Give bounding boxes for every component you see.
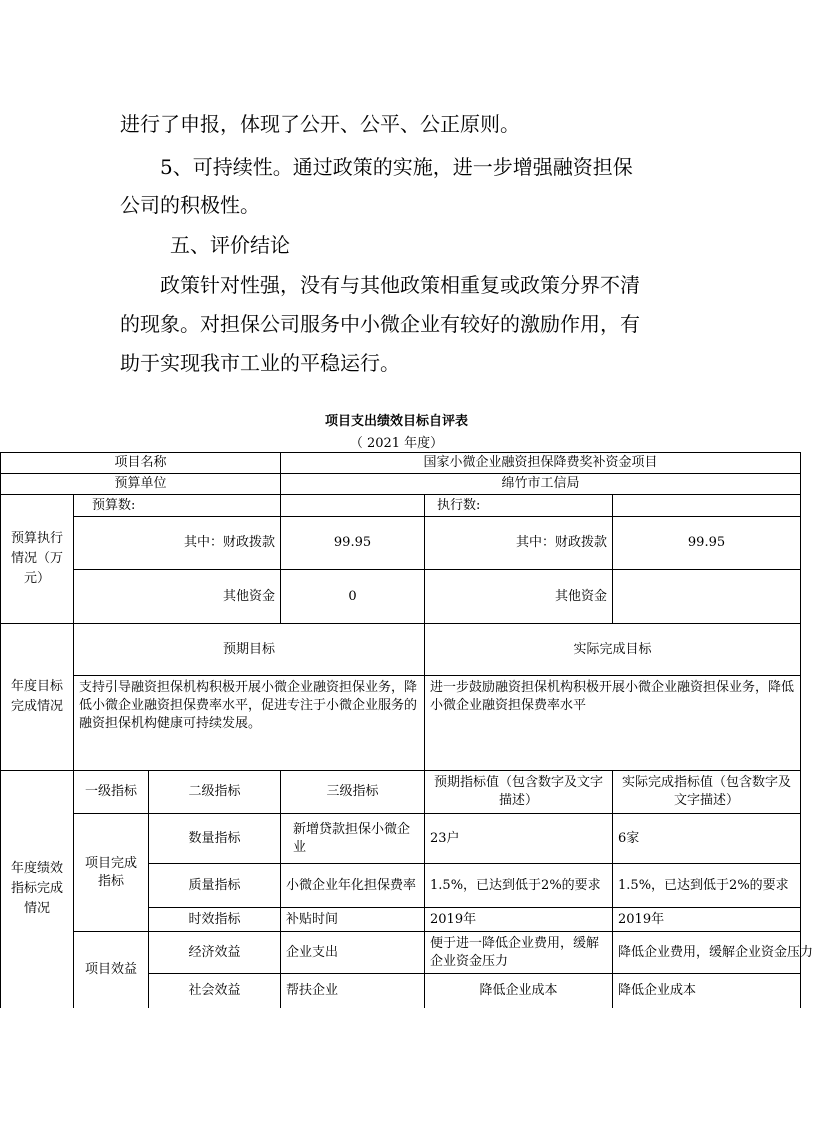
row-level3: 新增贷款担保小微企业 xyxy=(281,814,425,864)
other-budget-value: 0 xyxy=(281,570,425,624)
project-name-label: 项目名称 xyxy=(1,453,281,474)
budget-section-label: 预算执行情况（万元） xyxy=(1,495,74,624)
budget-count-label: 预算数: xyxy=(74,495,281,517)
row-actual: 降低企业成本 xyxy=(613,974,801,1008)
expected-goal-text: 支持引导融资担保机构积极开展小微企业融资担保业务，降低小微企业融资担保费率水平，促进专注于小微企业服务的融资担保机构健康可持续发展。 xyxy=(74,676,425,771)
budget-unit-label: 预算单位 xyxy=(1,474,281,495)
table-title: 项目支出绩效目标自评表 xyxy=(324,414,468,429)
actual-goal-header: 实际完成目标 xyxy=(425,624,801,676)
row-level2: 经济效益 xyxy=(149,932,281,974)
header-level3: 三级指标 xyxy=(281,771,425,814)
section-heading-conclusion: 五、评价结论 xyxy=(170,233,290,257)
body-line-2: 5、可持续性。通过政策的实施，进一步增强融资担保 xyxy=(160,155,633,179)
row-level2: 社会效益 xyxy=(149,974,281,1008)
row-level3: 帮扶企业 xyxy=(281,974,425,1008)
other-exec-label: 其他资金 xyxy=(425,570,613,624)
group-benefit-label: 项目效益 xyxy=(74,932,149,1008)
fiscal-exec-value: 99.95 xyxy=(613,517,801,570)
group-completion-label: 项目完成指标 xyxy=(74,814,149,932)
exec-count-label: 执行数: xyxy=(425,495,613,517)
other-exec-value xyxy=(613,570,801,624)
row-expected: 便于进一降低企业费用，缓解企业资金压力 xyxy=(425,932,613,974)
perf-section-label: 年度绩效指标完成情况 xyxy=(1,771,74,1008)
other-budget-label: 其他资金 xyxy=(74,570,281,624)
row-level3: 补贴时间 xyxy=(281,908,425,932)
body-line-6: 的现象。对担保公司服务中小微企业有较好的激励作用，有 xyxy=(120,312,640,336)
row-expected: 降低企业成本 xyxy=(425,974,613,1008)
row-expected: 23户 xyxy=(425,814,613,864)
actual-goal-text: 进一步鼓励融资担保机构积极开展小微企业融资担保业务，降低小微企业融资担保费率水平 xyxy=(425,676,801,771)
budget-unit-value: 绵竹市工信局 xyxy=(281,474,801,495)
row-actual: 2019年 xyxy=(613,908,801,932)
row-expected: 1.5%，已达到低于2%的要求 xyxy=(425,864,613,908)
project-name-value: 国家小微企业融资担保降费奖补资金项目 xyxy=(281,453,801,474)
row-level3: 小微企业年化担保费率 xyxy=(281,864,425,908)
row-level3: 企业支出 xyxy=(281,932,425,974)
row-expected: 2019年 xyxy=(425,908,613,932)
row-actual: 6家 xyxy=(613,814,801,864)
header-level1: 一级指标 xyxy=(74,771,149,814)
table-subtitle: （ 2021 年度） xyxy=(349,436,444,451)
fiscal-budget-label: 其中：财政拨款 xyxy=(74,517,281,570)
row-level2: 时效指标 xyxy=(149,908,281,932)
fiscal-exec-label: 其中：财政拨款 xyxy=(425,517,613,570)
performance-table xyxy=(0,452,813,1008)
budget-count-value xyxy=(281,495,425,517)
body-line-5: 政策针对性强，没有与其他政策相重复或政策分界不清 xyxy=(160,273,640,297)
body-line-1: 进行了申报，体现了公开、公平、公正原则。 xyxy=(120,112,520,136)
row-level2: 质量指标 xyxy=(149,864,281,908)
expected-goal-header: 预期目标 xyxy=(74,624,425,676)
row-level2: 数量指标 xyxy=(149,814,281,864)
header-expected: 预期指标值（包含数字及文字描述） xyxy=(425,771,613,814)
exec-count-value xyxy=(613,495,801,517)
row-actual: 1.5%，已达到低于2%的要求 xyxy=(613,864,801,908)
fiscal-budget-value: 99.95 xyxy=(281,517,425,570)
header-level2: 二级指标 xyxy=(149,771,281,814)
goal-section-label: 年度目标完成情况 xyxy=(1,624,74,771)
body-line-7: 助于实现我市工业的平稳运行。 xyxy=(120,351,400,375)
body-line-3: 公司的积极性。 xyxy=(120,193,260,217)
header-actual: 实际完成指标值（包含数字及文字描述） xyxy=(613,771,801,814)
row-actual: 降低企业费用，缓解企业资金压力 xyxy=(613,932,801,974)
